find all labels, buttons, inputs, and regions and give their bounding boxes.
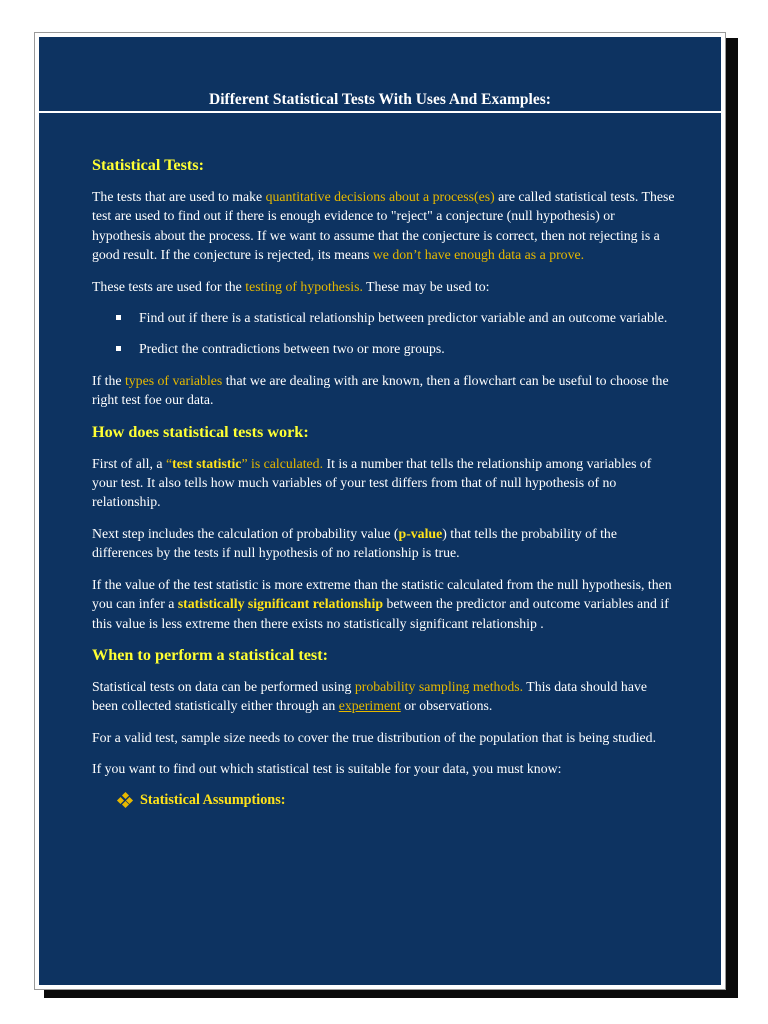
paragraph: For a valid test, sample size needs to cover the true distribution of the population that is being studied. [92,729,657,745]
text: Next step includes the calculation of probability value ( [92,525,399,541]
paragraph [92,575,675,633]
text: The tests that are used to make [92,189,266,204]
paragraph [92,371,675,410]
bullet-list [92,308,675,359]
highlight-text: testing of hypothesis. [245,278,363,294]
square-bullet-icon [116,346,121,351]
list-item-text: Statistical Assumptions: [140,791,286,808]
text: Statistical tests on data can be performed using [92,678,355,694]
text: between the predictor and outcome variables and if this value is less extreme then there exists no statistically significant relationship . [92,596,669,631]
highlight-text: probability sampling methods. [354,678,524,694]
highlight-text: we don’t have enough data as a prove. [372,247,585,263]
bold-highlight-text: statistically significant relationship [177,596,383,612]
text: These tests are used for the [92,278,246,294]
highlight-text: types of variables [124,372,223,388]
square-bullet-icon [116,315,121,320]
list-item-statistical-assumptions [92,791,675,810]
text: If the value of the test statistic is more extreme than the statistic calculated from the null hypothesis, then you can infer a [92,576,672,612]
highlight-text: ” is calculated. [241,455,324,471]
section-heading-how-tests-work: How does statistical tests work: [92,422,309,441]
experiment-link[interactable]: experiment [338,698,401,714]
paragraph [92,454,675,512]
text: are called statistical tests. These test are used to find out if there is enough evidence to "reject" a conjecture (null hypothesis) or hypothesis about the process. If we want to assume that the conjecture is correct, then not rejecting is a good result. If the conjecture is rejected, its means [92,189,675,263]
list-item-text: Predict the contradictions between two or more groups. [139,341,445,357]
text: or observations. [400,698,493,714]
list-item [92,339,675,358]
paragraph [92,277,675,296]
bold-highlight-text: p-value [398,525,443,541]
paragraph [92,187,675,265]
document-body [92,155,675,810]
diamond-bullet-icon [118,793,132,807]
text: This data should have been collected statistically either through an [92,678,647,714]
document-page [34,32,726,990]
list-item-text: Find out if there is a statistical relationship between predictor variable and an outcome variable. [139,310,668,326]
section-heading-statistical-tests: Statistical Tests: [92,156,204,174]
text: If the [92,372,125,388]
text: that we are dealing with are known, then a flowchart can be useful to choose the right test foe our data. [92,372,669,408]
paragraph [92,677,675,716]
paragraph: If you want to find out which statistical test is suitable for your data, you must know: [92,761,562,777]
paragraph [92,524,675,563]
title-divider [39,111,721,113]
highlight-text: quantitative decisions about a process(es) [265,189,495,204]
text: These may be used to: [362,278,490,294]
section-heading-when-to-perform: When to perform a statistical test: [92,645,329,664]
page-background [39,37,721,985]
text: It is a number that tells the relationship among variables of your test. It also tells how much variables of your test differs from that of null hypothesis of no relationship. [92,455,652,510]
highlight-text: “ [165,455,173,471]
text: ) that tells the probability of the differences by the tests if null hypothesis of no relationship is true. [92,525,617,561]
bold-highlight-text: test statistic [172,455,242,471]
list-item [92,308,675,327]
document-title: Different Statistical Tests With Uses And Examples: [209,91,551,108]
text: First of all, a [92,455,166,471]
